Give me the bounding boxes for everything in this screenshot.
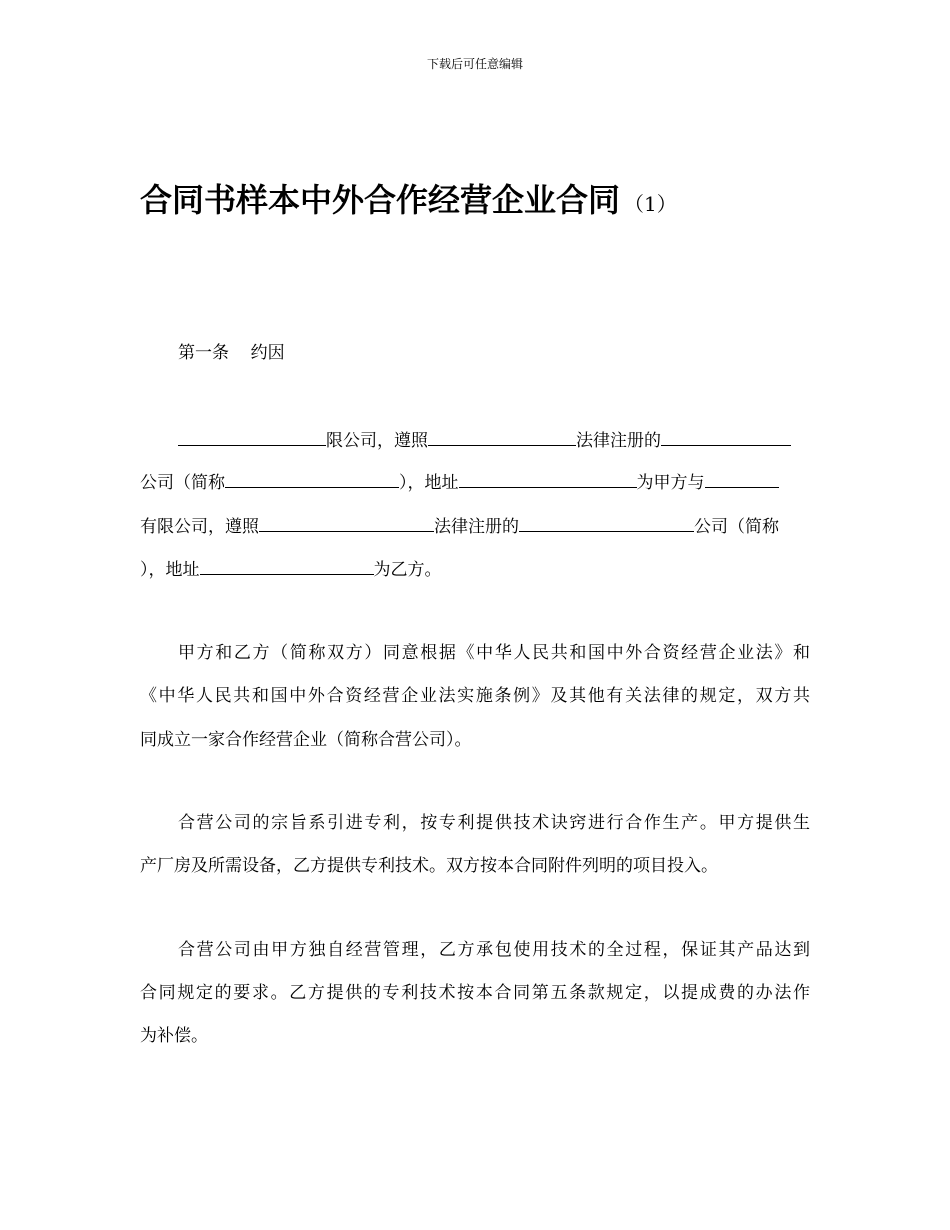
party-text: 公司（简称 bbox=[694, 517, 779, 537]
document-title bbox=[140, 178, 677, 226]
blank-field bbox=[705, 469, 779, 488]
blank-field bbox=[428, 427, 576, 446]
party-text: 有限公司，遵照 bbox=[140, 517, 259, 537]
blank-field bbox=[519, 513, 694, 532]
party-text: ），地址 bbox=[140, 560, 200, 580]
party-text: ），地址 bbox=[399, 473, 459, 493]
paragraph-line: 同成立一家合作经营企业（简称合营公司）。 bbox=[140, 730, 472, 750]
blank-field bbox=[259, 513, 434, 532]
party-text: 为乙方。 bbox=[373, 560, 442, 580]
paragraph-line: 合营公司的宗旨系引进专利，按专利提供技术诀窍进行合作生产。甲方提供生 bbox=[178, 813, 810, 833]
blank-field bbox=[178, 427, 326, 446]
party-line-2 bbox=[140, 469, 810, 495]
blank-field bbox=[459, 469, 637, 488]
title-main: 合同书样本中外合作经营企业合同 bbox=[140, 181, 621, 219]
blank-field bbox=[200, 556, 374, 575]
article-heading: 第一条 约因 bbox=[178, 343, 285, 363]
title-suffix: （1） bbox=[624, 192, 677, 216]
paragraph-line: 合营公司由甲方独自经营管理，乙方承包使用技术的全过程，保证其产品达到 bbox=[178, 940, 810, 960]
blank-field bbox=[661, 427, 791, 446]
party-text: 法律注册的 bbox=[434, 517, 519, 537]
party-line-3 bbox=[140, 513, 810, 539]
party-line-4 bbox=[140, 556, 810, 582]
paragraph-line: 产厂房及所需设备，乙方提供专利技术。双方按本合同附件列明的项目投入。 bbox=[140, 856, 718, 876]
party-text: 为甲方与 bbox=[636, 473, 705, 493]
paragraph-line: 甲方和乙方（简称双方）同意根据《中华人民共和国中外合资经营企业法》和 bbox=[178, 643, 810, 663]
paragraph-line: 为补偿。 bbox=[140, 1026, 208, 1046]
paragraph-line: 《中华人民共和国中外合资经营企业法实施条例》及其他有关法律的规定，双方共 bbox=[140, 686, 810, 706]
paragraph-line: 合同规定的要求。乙方提供的专利技术按本合同第五条款规定，以提成费的办法作 bbox=[140, 983, 810, 1003]
party-text: 公司（简称 bbox=[140, 473, 225, 493]
header-note: 下载后可任意编辑 bbox=[426, 57, 523, 71]
party-line-1 bbox=[140, 427, 810, 453]
party-text: 限公司，遵照 bbox=[326, 431, 428, 451]
party-text: 法律注册的 bbox=[576, 431, 661, 451]
blank-field bbox=[225, 469, 399, 488]
